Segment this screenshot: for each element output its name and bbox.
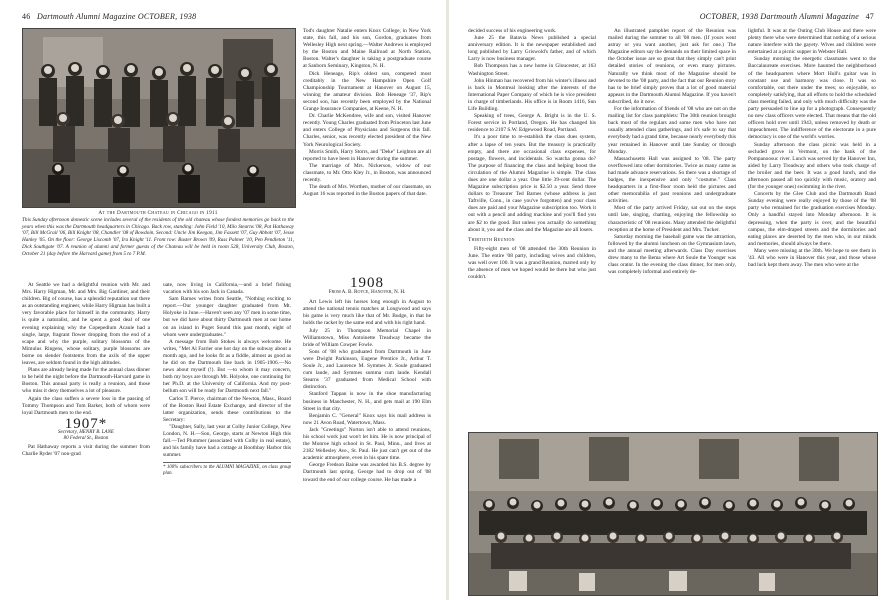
class-1907-secretary: Secretary, HENRY B. LANE xyxy=(58,429,114,435)
photo-caption-text: This Sunday afternoon domestic scene includes several of the residents of the old chateau whose fondest memories go back to the years when this was the Dartmouth headquarters in Chicago. Back row, standing: John Field '10, Milo Stearns '08, Pat Hathaway '07, Bill McGrail '06, Bill Knight '08, Chandler '08 of Bowdoin. Second: Uncle Jim Keegan, Jim Fassett '07, Guy Abbott '07, Jesse Hanley '05. On the floor: George Liscomb '07, Ira Knight '11. Front row: Buster Brown '09, Russ Palmer '10, Pen Pendleton '11, Dick Southgate '07. A reunion of alumni and former guests of the Chateau will be held in room 528, University Club, Boston, October 21 (day before the Harvard game) from 5 to 7 P.M. xyxy=(22,216,294,257)
paragraph: "Daughter, Sally, last year at Colby Junior College, New London, N. H.—Son, George, starts at Newton High this fall.—Ted Plummer (associated with Colby in real estate), and his family have had a cottage at Boothbay Harbor this summer. xyxy=(163,423,291,459)
paragraph: For the information of friends of '08 who are not on the mailing list for class pamphlets: The 30th reunion brought back most of the regulars and some men who have not usually attended class gatherings, and it's safe to say that everybody had a grand time, because nearly everybody this year remained in Hanover until late Sunday or through Monday. xyxy=(608,106,736,155)
paragraph: Again the class suffers a severe loss in the passing of Tommy Thompson and Tom Barker, both of whom were loyal Dartmouth men to the end. xyxy=(22,395,150,416)
paragraph: At Seattle we had a delightful reunion with Mr. and Mrs. Harry Higman, Mr. and Mrs. Big Gardiner, and their children. Big of course, has a splendid reputation out there as an outstanding engineer, while Harry Higman has built a very favorable place for himself in the community. Harry is quite a naturalist, and he spent a good deal of one evening explaining why the Copepedium Acaule had a single, large, fragrant flower dropping from the end of a scape and why the purple, solitary blossoms of the Mimulus Ringens, whose solitary, purple blossoms are borne on slender footstems from the axils of the upper leaves, are seldom found in the high altitudes. xyxy=(22,282,150,367)
paragraph: lightful. It was at the Outing Club House and there were plenty there who were determined that nothing of a serious nature interfere with the gayety. Wives and children were entertained at a picnic supper in Webster Hall. xyxy=(748,28,876,56)
paragraph: Sons of '08 who graduated from Dartmouth in June were Dwight Parkinson, Eugene Prentice Jr., Arthur T. Soule Jr., and Laurence M. Symmes Jr. Soule graduated cum laude, and Symmes summa cum laude. Kendall Stearns '37 graduated from Medical School with distinction. xyxy=(303,348,431,391)
paragraph: Dr. Charlie McKendree, wife and son, visited Hanover recently. Young Charles graduated from Princeton last June and enters College of Physicians and Surgeons this fall. Charles, senior, was recently elected president of the New York Neurological Society. xyxy=(303,113,431,148)
paragraph: Morris Smith, Harry Storrs, and "Deke" Leighton are all reported to have been in Hanover during the summer. xyxy=(303,148,431,162)
left-running-title: Dartmouth Alumni Magazine OCTOBER, 1938 xyxy=(37,12,197,21)
paragraph: Speaking of trees, George A. Bright is in the U. S. Forest service in Portland, Oregon. He has changed his residence to 2107 S.W. Edgewood Road, Portland. xyxy=(468,113,596,134)
paragraph: Fifty-eight men of '08 attended the 30th Reunion in June. The entire '08 party, including wives and children, was well over 100. It was a grand Reunion, marred only by the absence of men we hoped would be there but who just couldn't. xyxy=(468,245,596,281)
paragraph: Saturday morning the baseball game was the attraction, followed by the alumni luncheon on the Gymnasium lawn, and the annual meeting afterwards. Class Day exercises drew many to the Bema where Art Soule the Younger was class orator. In the evening the class dinner, for men only, was completely informal and entirely de- xyxy=(608,233,736,276)
photo-caption-title: At the Dartmouth Chateau in Chicago in 1911 xyxy=(98,210,218,216)
left-col-top-right xyxy=(303,28,431,198)
paragraph: The marriage of Mrs. Nickerson, widow of our classmate, to Mr. Otto Kley Jr., in Boston, was announced recently. xyxy=(303,162,431,183)
paragraph: Art Lewis left his horses long enough in August to attend the national tennis matches at Longwood and says his game is very much like that of Mr. Budge, in that he holds the racket by the same end and with his right hand. xyxy=(303,299,431,327)
reunion-photo-illustration xyxy=(469,433,877,595)
left-running-head xyxy=(22,12,196,21)
left-col-b xyxy=(163,282,291,477)
paragraph: Sunday morning the energetic classmates went to the Baccalaureate exercises. More haunted the neighborhood of the headquarters where Mort Hull's guitar was in constant use and harmony was close. It was so comfortable, out there under the trees; so enjoyable, so completely satisfying, that all efforts to hold the scheduled class meeting failed, and only with much difficulty was the party persuaded to line up for a photograph. Consequently no new class officers were elected. That means that the old officers hold over until 1943, unless removed by death or impeachment. The indifference of the electorate in a pure democracy is one of the world's worries. xyxy=(748,56,876,141)
footnote: * 100% subscribers to the ALUMNI MAGAZINE, on class group plan. xyxy=(163,462,291,477)
reunion-group-photo xyxy=(468,432,878,596)
class-1907-heading: 1907* xyxy=(64,415,108,432)
paragraph: Many were missing at the 30th. We hope to see them in '43. All who were in Hanover this year, and those whose bad luck kept them away. The men who were at the xyxy=(748,247,876,269)
paragraph: Plans are already being made for the annual class dinner to be held the night before the Dartmouth-Harvard game in Boston. This annual party is really a reunion, and those who miss it deny themselves a lot of pleasure. xyxy=(22,367,150,395)
paragraph: Massachusetts Hall was assigned to '08. The party overflowed into other dormitories. Twice as many came as had made advance reservations. So there was a shortage of badges, the inexpensive and only "costume." Class headquarters in a first-floor room held the pictures and other memorabilia of past reunions and undergraduate activities. xyxy=(608,155,736,205)
paragraph: July 25 in Thompson Memorial Chapel in Williamstown, Miss Antoinette Treadway became the bride of William Cowper Fowle. xyxy=(303,327,431,348)
paragraph: Carlos T. Pierce, chairman of the Newton, Mass., Board of the Boston Real Estate Exchange, and director of the latter organization, sends these contributions to the Secretary: xyxy=(163,395,291,423)
paragraph: Sam Barnes writes from Seattle, "Nothing exciting to report.—Our younger daughter graduated from Mt. Holyoke in June.—Haven't seen any '07 men in some time, but we did have about thirty Dartmouth men at our home on an island in Puget Sound this past month, eight of whom were undergraduates." xyxy=(163,296,291,338)
paragraph: The death of Mrs. Worthen, mother of our classmate, on August 16 was reported in the Boston papers of that date. xyxy=(303,184,431,198)
paragraph: Pat Hathaway reports a visit during the summer from Charlie Ryder '07 non-grad xyxy=(22,443,150,457)
paragraph: uate, now living in California,—and a brief fishing vacation with his son Jack in Canada. xyxy=(163,282,291,296)
right-running-head xyxy=(700,12,874,21)
paragraph: Jack "Greetings" Norton isn't able to attend reunions, his school work just won't let him. He is now principal of the Monroe high school in St. Paul, Minn., and lives at 2182 Wellesley Ave., St. Paul. He just can't get out of the academic atmosphere, even in his spare time. xyxy=(303,426,431,462)
thirtieth-reunion-heading: Thirtieth Reunion xyxy=(468,236,515,243)
right-col-3 xyxy=(748,28,876,269)
paragraph: Stanford Tappan is now in the shoe manufacturing business in Manchester, N. H., and gets mail at 190 Elm Street in that city. xyxy=(303,391,431,412)
paragraph: Tod's daughter Natalie enters Knox College, in New York state, this fall, and his son, Gordon, graduates from Wellesley High next spring.—Walter Andrews is employed by the Boston and Maine Railroad at North Station, Boston. Walter's daughter is taking a postgraduate course at Sanborn Seminary, Kingston, N. H. xyxy=(303,28,431,70)
right-running-title: OCTOBER, 1938 Dartmouth Alumni Magazine xyxy=(699,12,859,21)
chateau-photo-illustration xyxy=(23,29,295,207)
paragraph: Most of the party arrived Friday, sat out on the steps until late, singing, chatting, enjoying the fellowship so characteristic of '08 reunions. Many attended the delightful reception at the home of President and Mrs. Tucker. xyxy=(608,205,736,233)
photo-caption xyxy=(22,210,294,258)
paragraph: Concerts by the Glee Club and the Dartmouth Band Sunday evening were really enjoyed by those of the '08 party who remained for the graduation exercises Monday. Only a handful stayed into Monday afternoon. It is depressing, when the party is over, and the beautiful campus, the elm-draped streets and the dormitories and eating places are deserted by the men who, in our minds and memories, should always be there. xyxy=(748,191,876,247)
paragraph: George Fredson Baine was awarded his B.S. degree by Dartmouth last spring. George had to drop out of '08 toward the end of our college course. He has made a xyxy=(303,462,431,483)
paragraph: June 25 the Batavia News published a special anniversary edition. It is the newspaper established and long published by Larry Griswold's father, and of which Larry is now business manager. xyxy=(468,35,596,63)
paragraph: A message from Bob Stokes is always welcome. He writes, "Met Al Farrier one hot day on the subway about a month ago, and he looks fit as a fiddle, almost as good as he did on the Dartmouth line back in 1905-1906.—No news about myself (!). But —to whom it may concern, both my boys are through Mt. Holyoke, one continuing for her Ph.D. at the University of California. And my post-bellum son will be ready for Dartmouth next fall." xyxy=(163,338,291,395)
right-col-2 xyxy=(608,28,736,276)
paragraph: Dick Heneage, Rip's oldest son, competed most creditably in the New Hampshire Open Golf Championship Tournament at Hanover on August 15, winning the amateur division. Bob Heneage '37, Rip's second son, has recently been employed by the National Grange Insurance Companies, at Keene, N. H. xyxy=(303,70,431,113)
paragraph: Sunday afternoon the class picnic was held in a secluded grove in Vermont, on the bank of the Pompanoosuc river. Lunch was served by the Hanover Inn, aided by Larry Treadway and others who took charge of the broiler and the beer. It was a good lunch, and the afternoon passed all too quickly with music, oratory and (for the younger ones) swimming in the river. xyxy=(748,141,876,191)
paragraph: An illustrated pamphlet report of the Reunion was mailed during the summer to all '08 men. (If yours went astray or you want another, just ask for one.) The Magazine editors say the demands on their limited space in the October issue are so great that they simply can't print detailed stories of reunions, or even many pictures. Naturally we think most of the Magazine should be devoted to the '08 party, and the fact that our Reunion story has to be brief simply proves that a lot of good material appears in the Dartmouth Alumni Magazine. If you haven't subscribed, do it now. xyxy=(608,28,736,105)
class-1908-heading: 1908 xyxy=(350,275,384,291)
left-page-number: 46 xyxy=(22,12,31,21)
paragraph: It's a poor time to re-establish the class dues system, after a lapse of ten years. But the treasury is practically empty, and there are occasional class expenses, for postage, flowers, and incidentals. So watcha gonna do? The purpose of financing the class and helping boost the circulation of the Alumni Magazine is simple. The class dues are one dollar a year. One little 39-cent dollar. The Magazine subscription price is $2.50 a year. Send three dollars to Treasurer Ted Barnes (whose address is just Taftville, Conn., in case you've forgotten) and your class dues are paid and your Magazine subscription too. Work it out with a pencil and adding machine and you'll find you are $2 to the good. But unless you actually do something about it, you and the class and the Magazine are all losers. xyxy=(468,134,596,233)
paragraph: Benjamin C. "General" Knox says his mail address is now 21 Avon Road, Watertown, Mass. xyxy=(303,412,431,426)
paragraph: decided success of his engineering work. xyxy=(468,28,557,34)
left-col-a xyxy=(22,282,150,458)
paragraph: John Hinman has recovered from his winter's illness and is back in Montreal looking after the interests of the International Paper Company of which he is vice president in charge of timberlands. His office is in Room 1416, Sun Life Building. xyxy=(468,77,596,113)
class-1907-address: 80 Federal St., Boston xyxy=(63,435,109,441)
paragraph: Bob Thompson has a new home in Gloucester, at 163 Washington Street. xyxy=(468,63,596,77)
right-col-1 xyxy=(468,28,596,281)
left-col-c xyxy=(303,276,431,484)
right-page xyxy=(448,0,896,600)
right-page-number: 47 xyxy=(865,12,874,21)
chateau-group-photo xyxy=(22,28,296,208)
class-1908-from: From A. B. Royce, Hanover, N. H. xyxy=(328,289,406,296)
